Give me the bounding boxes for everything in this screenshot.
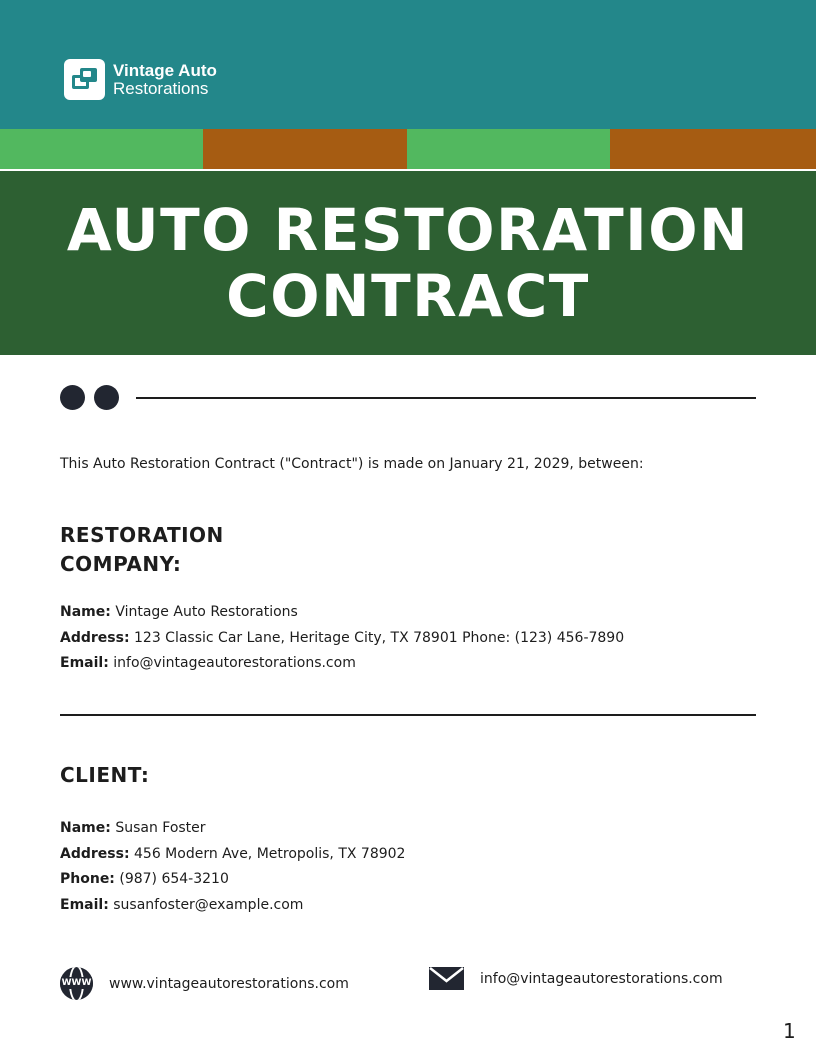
header-band [0, 0, 816, 129]
decorative-divider [60, 385, 756, 410]
company-address-row [60, 626, 624, 652]
client-name-row [60, 816, 405, 842]
stripe-green [407, 129, 610, 169]
stripe-brown [610, 129, 816, 169]
client-email-row [60, 893, 405, 919]
client-phone-row [60, 867, 405, 893]
phone-label: Phone: [60, 871, 115, 887]
company-address: 123 Classic Car Lane, Heritage City, TX 78901 Phone: (123) 456-7890 [134, 629, 625, 646]
stripe-brown [203, 129, 407, 169]
section-divider [60, 714, 756, 716]
client-name: Susan Foster [115, 820, 206, 836]
company-logo [64, 59, 217, 100]
color-stripes [0, 129, 816, 169]
company-name: Vintage Auto Restorations [115, 604, 298, 620]
name-label: Name: [60, 604, 111, 620]
email-label: Email: [60, 896, 109, 913]
company-email-row [60, 651, 624, 677]
client-phone: (987) 654-3210 [119, 871, 229, 887]
client-info [60, 816, 405, 918]
logo-wordmark [113, 62, 217, 98]
client-address-row [60, 842, 405, 868]
title-band [0, 171, 816, 355]
address-label: Address: [60, 845, 130, 862]
footer-website-link[interactable]: www.vintageautorestorations.com [109, 975, 349, 992]
globe-www-text: WWW [61, 978, 92, 988]
footer-email [429, 967, 723, 990]
stripe-green [0, 129, 203, 169]
company-email: info@vintageautorestorations.com [113, 655, 356, 671]
logo-name-line1: Vintage Auto [113, 60, 217, 80]
client-address: 456 Modern Ave, Metropolis, TX 78902 [134, 845, 406, 862]
globe-www-icon [60, 967, 93, 1000]
company-heading: RESTORATION COMPANY: [60, 523, 224, 576]
contract-intro: This Auto Restoration Contract ("Contract") is made on January 21, 2029, between: [60, 456, 644, 472]
document-title: AUTO RESTORATION CONTRACT [66, 196, 750, 330]
address-label: Address: [60, 629, 130, 646]
dot-icon [60, 385, 85, 410]
divider-line [136, 397, 756, 399]
page-number: 1 [783, 1019, 796, 1043]
email-label: Email: [60, 655, 109, 671]
name-label: Name: [60, 820, 111, 836]
logo-icon [64, 59, 105, 100]
footer-email-link[interactable]: info@vintageautorestorations.com [480, 970, 723, 987]
footer-website [60, 967, 349, 1000]
company-name-row [60, 600, 624, 626]
envelope-icon [429, 967, 464, 990]
client-heading: CLIENT: [60, 763, 150, 787]
logo-name-line2: Restorations [113, 78, 209, 98]
company-info [60, 600, 624, 677]
client-email: susanfoster@example.com [113, 896, 304, 913]
dot-icon [94, 385, 119, 410]
